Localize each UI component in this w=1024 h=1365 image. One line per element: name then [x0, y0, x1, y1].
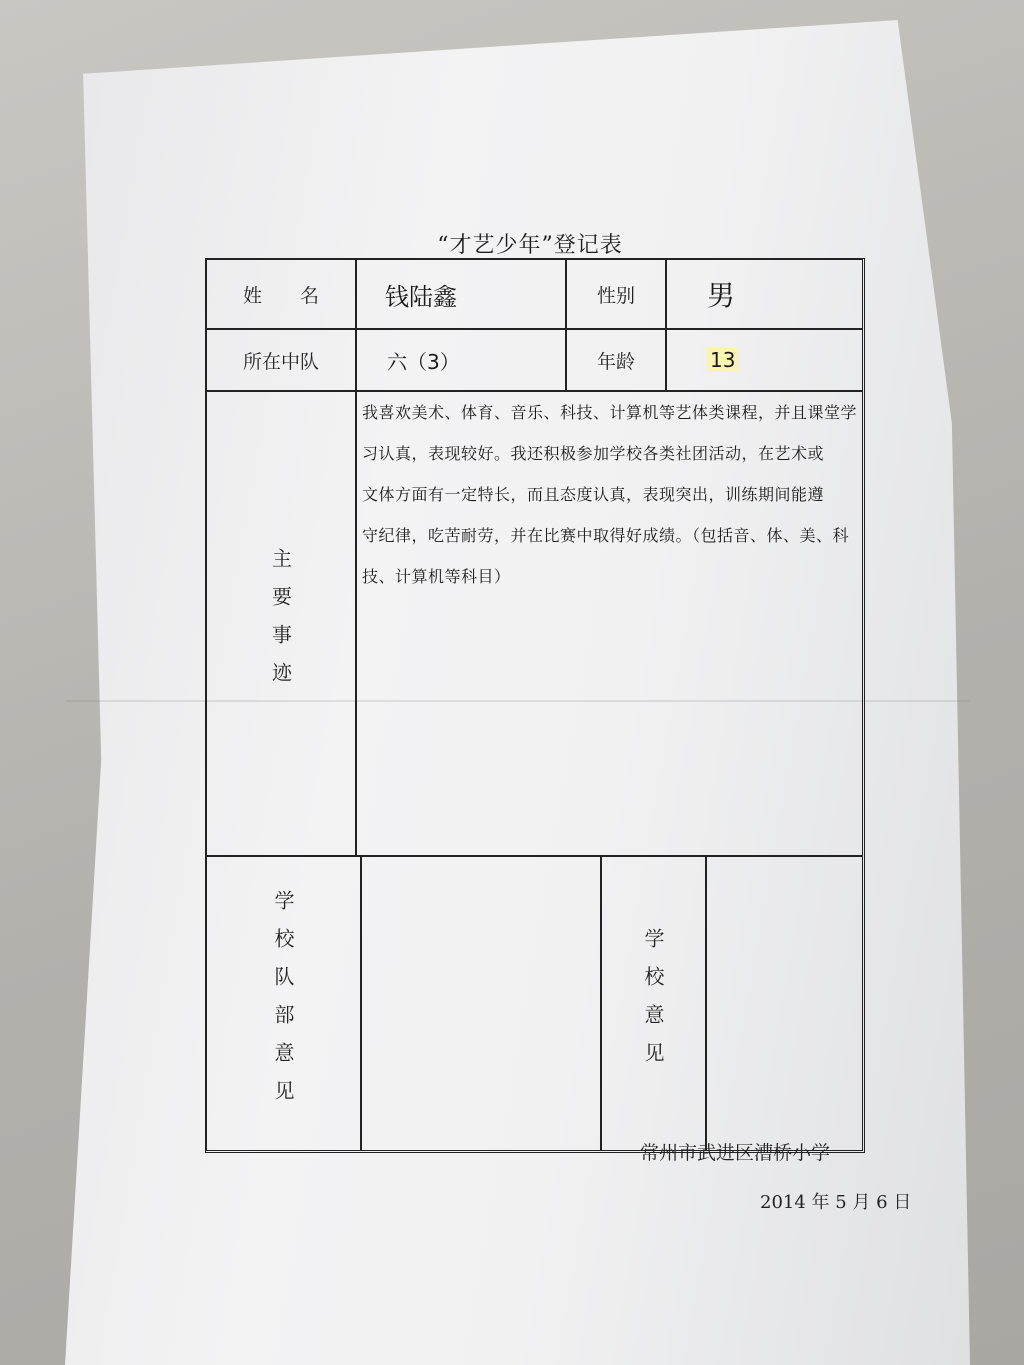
- class-label-text: 所在中队: [242, 350, 319, 373]
- name-label: [206, 259, 356, 329]
- gender-value: 男: [707, 279, 736, 312]
- school-name: 常州市武进区漕桥小学: [640, 1142, 831, 1164]
- age-value: 13: [707, 348, 738, 372]
- age-label: [566, 329, 666, 391]
- deeds-line: 技、计算机等科目）: [362, 567, 511, 586]
- deeds-line: 习认真，表现较好。我还积极参加学校各类社团活动，在艺术或: [362, 444, 825, 463]
- age-label-text: 年龄: [596, 350, 635, 373]
- form-title: “才艺少年”登记表: [437, 233, 623, 258]
- age-value-cell[interactable]: [666, 329, 863, 391]
- name-value: 钱陆鑫: [385, 282, 457, 311]
- class-value-cell[interactable]: [356, 329, 566, 391]
- school-opinion-label-text: 学校意见: [641, 927, 665, 1080]
- gender-label-text: 性别: [596, 284, 635, 307]
- name-label-text: 姓 名: [242, 284, 319, 307]
- gender-label: [566, 259, 666, 329]
- deeds-label-text: 主要事迹: [268, 547, 293, 700]
- deeds-label: [206, 391, 356, 856]
- form-date: 2014 年 5 月 6 日: [760, 1192, 912, 1213]
- deeds-line: 我喜欢美术、体育、音乐、科技、计算机等艺体类课程，并且课堂学: [362, 403, 858, 422]
- deeds-text: [362, 392, 862, 597]
- class-value: 六（3）: [387, 349, 460, 374]
- dept-opinion-cell[interactable]: [361, 856, 601, 1151]
- gender-value-cell[interactable]: [666, 259, 863, 329]
- dept-opinion-label-text: 学校队部意见: [271, 889, 295, 1118]
- school-opinion-label: [601, 856, 706, 1151]
- class-label: [206, 329, 356, 391]
- dept-opinion-label: [206, 856, 361, 1151]
- school-opinion-cell[interactable]: [706, 856, 863, 1151]
- deeds-line: 文体方面有一定特长，而且态度认真，表现突出，训练期间能遵: [362, 485, 825, 504]
- deeds-line: 守纪律，吃苦耐劳，并在比赛中取得好成绩。（包括音、体、美、科: [362, 526, 850, 545]
- name-value-cell[interactable]: [356, 259, 566, 329]
